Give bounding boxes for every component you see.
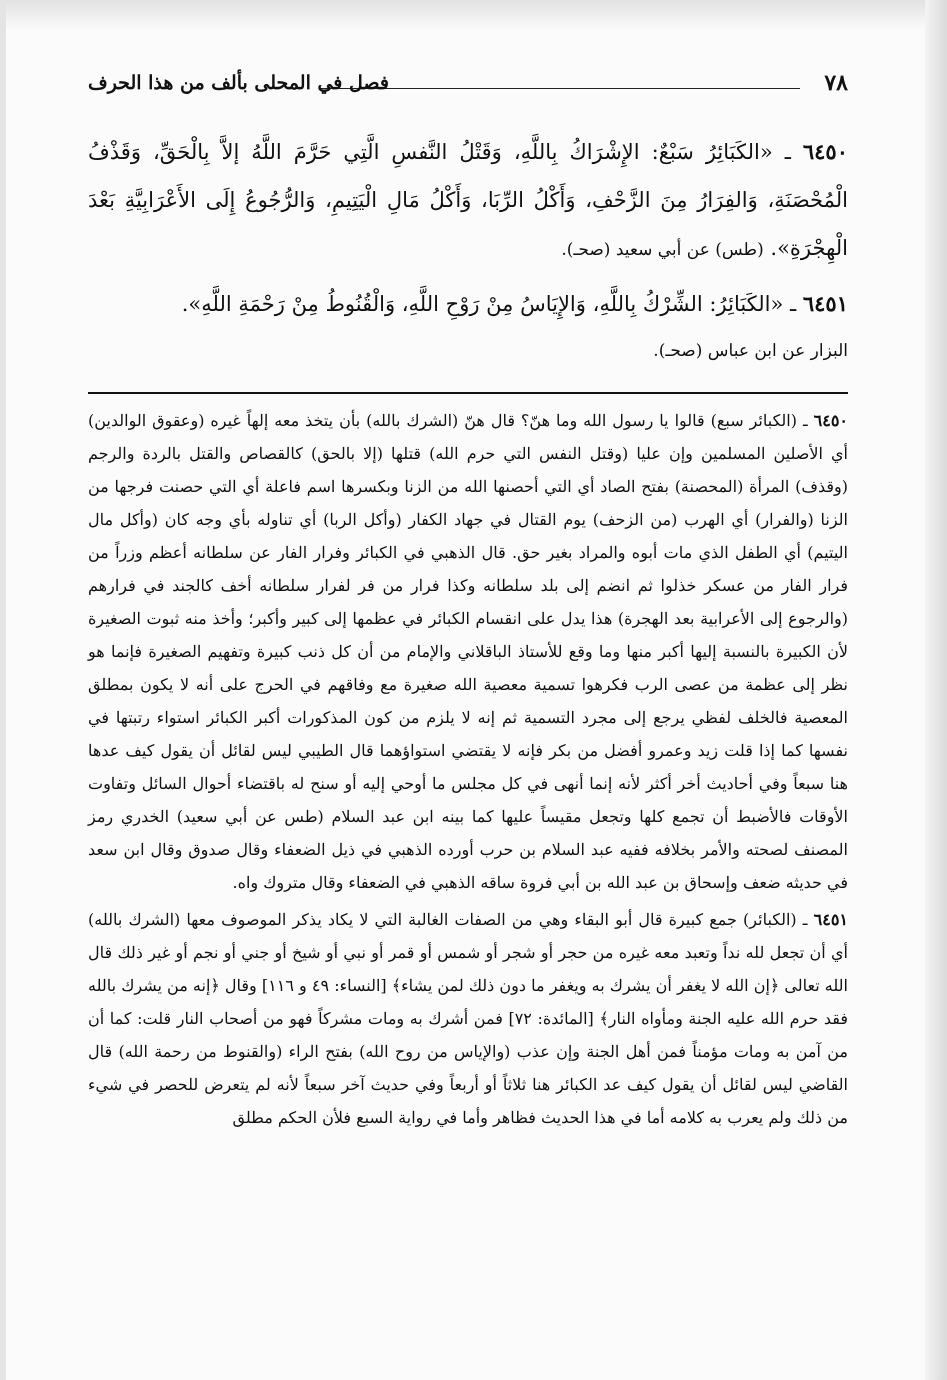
hadith-text-section: [88, 128, 848, 374]
hadith-entry: [88, 128, 848, 274]
dash-separator: ـ: [797, 411, 808, 430]
commentary-entry: [88, 404, 848, 899]
running-title: فصل في المحلى بألف من هذا الحرف: [88, 72, 389, 94]
commentary-text: (الكبائر سبع) قالوا يا رسول الله وما هنّ؟ قال هنّ (الشرك بالله) بأن يتخذ معه إلهاً غيره (وعقوق الوالدين) أي الأصلين المسلمين وإن عليا (وقتل النفس التي حرم الله) قتلها (إلا بالحق) كالقصاص والقتل بالردة والرجم (وقذف) المرأة (المحصنة) بفتح الصاد أي التي أحصنها الله من الزنا وبكسرها اسم فاعلة أي التي حصنت فرجها من الزنا (والفرار) أي الهرب (من الزحف) يوم القتال في جهاد الكفار (وأكل الربا) أي تناوله بأي وجه كان (وأكل مال اليتيم) أي الطفل الذي مات أبوه والمراد بغير حق. قال الذهبي في الكبائر وفرار الفار عن سلطانه أعظم وزراً من فرار الفار من عسكر خذلوا ثم انضم إلى بلد سلطانه وكذا فرار من فر لفرار سلطانه أخف كالجند في فرارهم (والرجوع إلى الأعرابية بعد الهجرة) هذا يدل على انقسام الكبائر في عظمها إلى كبير وأكبر؛ وأخذ منه ثبوت الصغيرة لأن الكبيرة بالنسبة إليها أكبر منها وما وقع للأستاذ الباقلاني والإمام من أن كل ذنب كبيرة وتفهيم الصغيرة فإنما هو نظر إلى عظمة من عصى الرب فكرهوا تسمية معصية الله صغيرة مع وفاقهم في الحرج على أنه لا يكون بمطلق المعصية فالخلف لفظي يرجع إلى مجرد التسمية ثم إنه لا يلزم من كون المذكورات أكبر الكبائر استواء رتبتها في نفسها كما إذا قلت زيد وعمرو أفضل من بكر فإنه لا يقتضي استواؤهما قال الطيبي ليس لقائل أن يقول كيف عدها هنا سبعاً وفي أحاديث أخر أكثر لأنه إنما أنهى في كل مجلس ما أوحي إليه أو سنح له باقتضاء أحوال السائل وتفاوت الأوقات فالأضبط أن تجمع كلها وتجعل مقيساً عليها كما بينه ابن عبد السلام (طس عن أبي سعيد) الخدري رمز المصنف لصحته والأمر بخلافه ففيه عبد السلام بن حرب أورده الذهبي في ذيل الضعفاء وقال صدوق وقال ابن سعد في حديثه ضعف وإسحاق بن عبد الله بن أبي فروة ساقه الذهبي في الضعفاء وقال متروك واه.: [88, 411, 849, 892]
hadith-source: البزار عن ابن عباس (صحـ).: [653, 341, 848, 361]
dash-separator: ـ: [796, 910, 808, 929]
hadith-number: ٦٤٥٠: [802, 139, 848, 164]
commentary-text: (الكبائر) جمع كبيرة قال أبو البقاء وهي من الصفات الغالبة التي لا يكاد يذكر الموصوف معها (الشرك بالله) أي أن تجعل لله نداً وتعبد معه غيره من حجر أو شجر أو شمس أو قمر أو نبي أو شيخ أو جني أو نجم أو غير ذلك قال الله تعالى ﴿إن الله لا يغفر أن يشرك به ويغفر ما دون ذلك لمن يشاء﴾ [النساء: ٤٩ و ١١٦] وقال ﴿إنه من يشرك بالله فقد حرم الله عليه الجنة ومأواه النار﴾ [المائدة: ٧٢] فمن أشرك به ومات مشركاً فهو من أصحاب النار قلت: كما أن من آمن به ومات مؤمناً فمن أهل الجنة وإن عذب (والإياس من روح الله) بفتح الراء (والقنوط من رحمة الله) قال القاضي ليس لقائل أن يقول كيف عد الكبائر هنا ثلاثاً أو أربعاً وفي حديث آخر سبعاً لأنه لم يتعرض للحصر في شيء من ذلك ولم يعرب به كلامه أما في هذا الحديث فظاهر وأما في رواية السبع فلأن الحكم مطلق: [88, 910, 849, 1127]
scan-top-edge: [0, 0, 947, 30]
hadith-entry: [88, 280, 848, 328]
dash-separator: ـ: [783, 292, 797, 316]
hadith-number: ٦٤٥١: [802, 291, 848, 316]
dash-separator: ـ: [772, 140, 791, 164]
page-number: ٧٨: [824, 70, 848, 96]
scan-left-edge: [0, 0, 6, 1380]
header-rule: [320, 88, 800, 89]
scan-right-edge: [925, 0, 947, 1380]
page-header: [88, 66, 848, 106]
hadith-text: «الكَبَائِرُ سَبْعٌ: الإِشْرَاكُ بِاللَّهِ، وَقَتْلُ النَّفسِ الَّتِي حَرَّمَ اللَّهُ إلاَّ بِالْحَقِّ، وَقَذْفُ الْمُحْصَنَةِ، وَالفِرَارُ مِنَ الزَّحْفِ، وَأَكْلُ الرِّبَا، وَأَكْلُ مَالِ الْيَتِيمِ، وَالرُّجُوعُ إِلَى الأَعْرَابِيَّةِ بَعْدَ الْهِجْرَةِ».: [88, 140, 848, 260]
hadith-source: (طس) عن أبي سعيد (صحـ).: [561, 240, 764, 260]
commentary-number: ٦٤٥٠: [813, 411, 848, 430]
section-divider: [88, 392, 848, 394]
commentary-number: ٦٤٥١: [813, 910, 848, 929]
commentary-entry: [88, 903, 848, 1134]
hadith-text: «الكَبَائِرُ: الشِّرْكُ بِاللَّهِ، وَالإِيَاسُ مِنْ رَوْحِ اللَّهِ، وَالْقُنُوطُ مِنْ رَحْمَةِ اللَّهِ».: [181, 292, 784, 316]
commentary-section: [88, 404, 848, 1138]
